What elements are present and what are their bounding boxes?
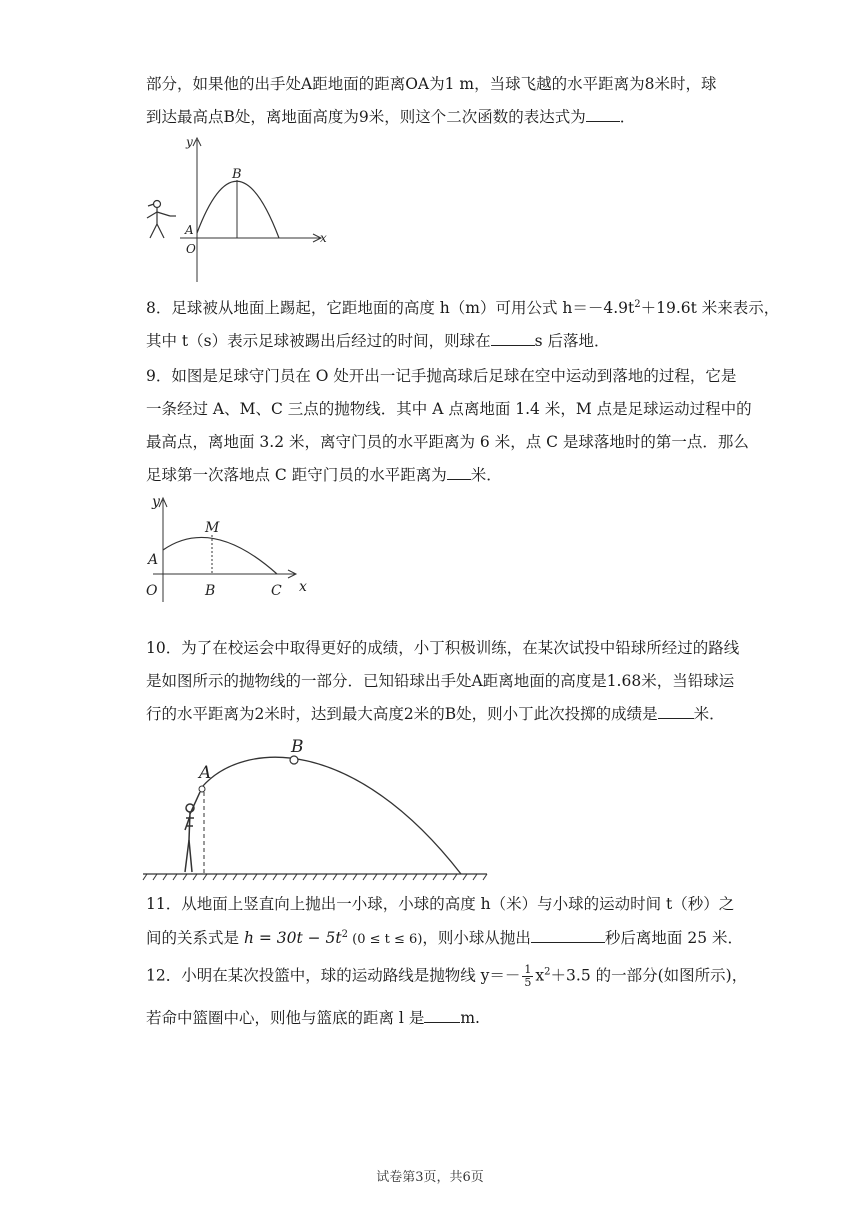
q8-line2 xyxy=(146,331,726,351)
q8-sup: 2 xyxy=(634,298,641,310)
q11-line2-text: 间的关系式是 xyxy=(146,929,244,947)
q10-figure xyxy=(143,730,493,880)
q9-line4 xyxy=(146,465,726,485)
q12-line1-x: x xyxy=(535,966,545,985)
q7-line1: 部分，如果他的出手处A距地面的距离OA为1 m，当球飞越的水平距离为8米时，球 xyxy=(146,75,717,93)
q9-line4-end: 米． xyxy=(470,466,502,484)
q8-line1 xyxy=(146,298,780,318)
q12-line1-text-c: ＋3.5 的一部分(如图所示)， xyxy=(550,966,748,985)
q11-answer-blank xyxy=(531,928,605,943)
q10-line3 xyxy=(146,704,726,724)
q9-line3: 最高点，离地面 3.2 米，离守门员的水平距离为 6 米，点 C 是球落地时的第一点．那么 xyxy=(146,433,749,451)
q7-answer-blank xyxy=(586,107,620,122)
q10-label-A: A xyxy=(199,763,212,783)
q10-line1: 10．为了在校运会中取得更好的成绩，小丁积极训练，在某次试投中铅球所经过的路线 xyxy=(146,639,740,657)
q11-line2-end: 秒后离地面 25 米． xyxy=(604,929,743,947)
shot-putter-figure xyxy=(185,792,200,872)
q9-label-A: A xyxy=(148,552,159,568)
q9-label-O: O xyxy=(146,583,158,599)
q9-label-B: B xyxy=(205,583,216,599)
q10-label-B: B xyxy=(291,737,304,757)
q9-line1: 9．如图是足球守门员在 O 处开出一记手抛高球后足球在空中运动到落地的过程，它是 xyxy=(146,367,737,385)
q10-line3-text: 行的水平距离为2米时，达到最大高度2米的B处，则小丁此次投掷的成绩是 xyxy=(146,705,658,723)
ground-hatching xyxy=(143,874,487,880)
q8-line1-text: 8．足球被从地面上踢起，它距地面的高度 h（m）可用公式 h＝－4.9t xyxy=(146,299,635,317)
q11-line2 xyxy=(146,928,743,950)
q7-line2-end: ． xyxy=(619,108,636,126)
q7-label-y: y xyxy=(186,135,193,149)
q12-line2-end: m. xyxy=(460,1009,480,1027)
q9-label-C: C xyxy=(271,583,282,599)
q12-line1-text: 12．小明在某次投篮中，球的运动路线是抛物线 y＝－ xyxy=(146,966,521,985)
q9-label-x: x xyxy=(299,579,307,595)
q12-line2 xyxy=(146,1008,726,1028)
q8-line2-end: s 后落地． xyxy=(534,332,610,350)
q9-label-y: y xyxy=(152,494,160,510)
q10-line3-end: 米． xyxy=(693,705,725,723)
q8-line1-text-b: ＋19.6t 米来表示， xyxy=(640,299,780,317)
q7-label-A: A xyxy=(185,223,194,237)
q12-sup: 2 xyxy=(544,966,551,978)
q8-line2-text: 其中 t（s）表示足球被踢出后经过的时间，则球在 xyxy=(146,332,491,350)
page-footer: 试卷第3页，共6页 xyxy=(376,1170,484,1185)
q12-frac-den: 5 xyxy=(524,976,532,989)
thrower-figure xyxy=(147,201,176,239)
q9-line2: 一条经过 A、M、C 三点的抛物线．其中 A 点离地面 1.4 米，M 点是足球运动过程中的 xyxy=(146,400,752,418)
q11-range: (0 ≤ t ≤ 6) xyxy=(348,932,423,947)
q8-answer-blank xyxy=(491,331,535,346)
q12-line1 xyxy=(146,963,748,989)
q11-formula: h = 30t − 5t xyxy=(243,929,342,947)
q12-fraction xyxy=(522,964,533,989)
q9-line4-text: 足球第一次落地点 C 距守门员的水平距离为 xyxy=(146,466,447,484)
q10-answer-blank xyxy=(658,704,694,719)
q10-line2: 是如图所示的抛物线的一部分．已知铅球出手处A距离地面的高度是1.68米，当铅球运 xyxy=(146,672,735,690)
q7-figure xyxy=(140,132,330,282)
q11-line1: 11．从地面上竖直向上抛出一小球，小球的高度 h（米）与小球的运动时间 t（秒）之 xyxy=(146,895,735,913)
q12-line2-text: 若命中篮圈中心，则他与篮底的距离 l 是 xyxy=(146,1009,425,1027)
q12-frac-num: 1 xyxy=(524,963,532,976)
q7-label-x: x xyxy=(320,231,327,245)
q7-line2-text: 到达最高点B处，离地面高度为9米，则这个二次函数的表达式为 xyxy=(146,108,586,126)
q9-answer-blank xyxy=(447,465,471,480)
q12-answer-blank xyxy=(424,1008,460,1023)
q7-line2 xyxy=(146,107,726,127)
q7-label-B: B xyxy=(232,167,242,182)
q11-formula-sup: 2 xyxy=(341,928,349,940)
q9-figure xyxy=(143,492,313,602)
q9-label-M: M xyxy=(205,520,220,536)
q7-label-O: O xyxy=(186,242,196,256)
q11-line2-text-b: ，则小球从抛出 xyxy=(422,929,531,947)
